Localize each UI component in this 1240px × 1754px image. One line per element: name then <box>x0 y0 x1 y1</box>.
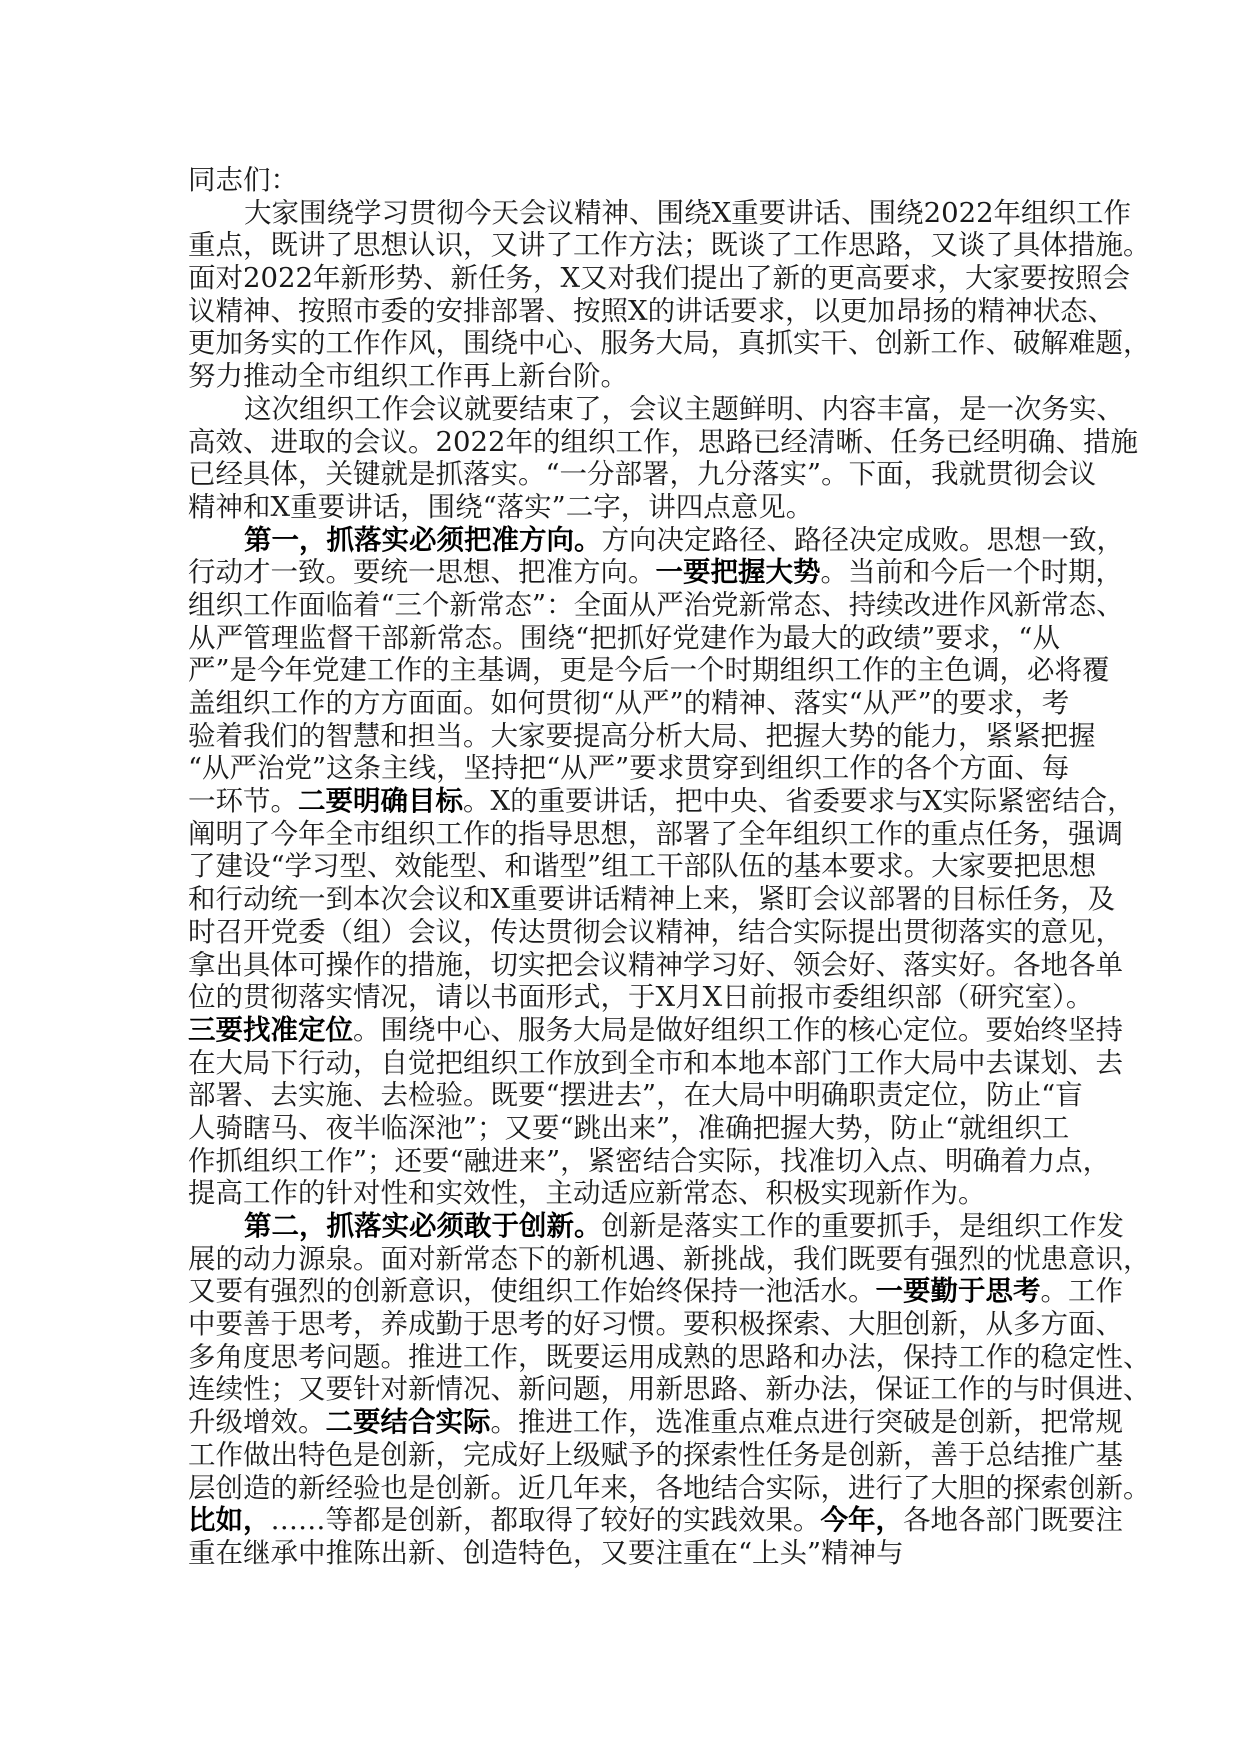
text-line <box>188 262 1131 295</box>
body-text: 精神和X重要讲话，围绕“落实”二字，讲四点意见。 <box>188 490 814 523</box>
body-text: 一环节。 <box>188 785 298 818</box>
body-text: 阐明了今年全市组织工作的指导思想，部署了全年组织工作的重点任务，强调 <box>188 817 1123 850</box>
text-line <box>188 719 1096 753</box>
bold-heading-text: 二要明确目标 <box>298 785 463 818</box>
body-text: 大家围绕学习贯彻今天会议精神、围绕X重要讲话、围绕2022年组织工作 <box>244 196 1132 229</box>
body-text: 严”是今年党建工作的主基调，更是今后一个时期组织工作的主色调，必将覆 <box>188 654 1110 687</box>
body-text: 重点，既讲了思想认识，又讲了工作方法；既谈了工作思路，又谈了具体措施。 <box>188 229 1151 262</box>
body-text: 高效、进取的会议。2022年的组织工作，思路已经清晰、任务已经明确、措施 <box>188 425 1138 458</box>
text-line <box>188 1079 1083 1112</box>
body-text: 创新是落实工作的重要抓手，是组织工作发 <box>601 1210 1124 1242</box>
text-line <box>188 523 1124 557</box>
body-text: 又要有强烈的创新意识，使组织工作始终保持一池活水。 <box>188 1275 876 1308</box>
body-text: 行动才一致。要统一思想、把准方向。 <box>188 556 656 589</box>
text-line <box>188 1210 1124 1243</box>
body-text: 中要善于思考，养成勤于思考的好习惯。要积极探索、大胆创新，从多方面、 <box>188 1308 1123 1341</box>
body-text: 作抓组织工作”；还要“融进来”，紧密结合实际，找准切入点、明确着力点， <box>188 1144 1111 1177</box>
text-line <box>188 1046 1123 1080</box>
bold-heading-text: 第二，抓落实必须敢于创新。 <box>244 1210 602 1242</box>
body-text: 盖组织工作的方方面面。如何贯彻“从严”的精神、落实“从严”的要求，考 <box>188 687 1070 719</box>
body-text: 。X的重要讲话，把中央、省委要求与X实际紧密结合， <box>463 785 1135 818</box>
body-text: 升级增效。 <box>188 1406 326 1439</box>
text-line <box>188 588 1124 622</box>
text-line <box>188 1013 1123 1047</box>
text-line <box>188 164 1060 197</box>
body-text: 连续性；又要针对新情况、新问题，用新思路、新办法，保证工作的与时俱进、 <box>188 1373 1151 1406</box>
bold-heading-text: 二要结合实际 <box>325 1406 491 1439</box>
text-line <box>188 1340 1151 1374</box>
text-line <box>188 1406 1123 1439</box>
text-line <box>188 915 1123 949</box>
text-line <box>188 1144 1111 1178</box>
bold-heading-text: 比如， <box>188 1504 271 1537</box>
text-line <box>188 883 1116 916</box>
text-line <box>188 229 1151 262</box>
body-text: 。围绕中心、服务大局是做好组织工作的核心定位。要始终坚持 <box>353 1013 1123 1046</box>
bold-heading-text: 三要找准定位 <box>188 1013 353 1046</box>
text-line <box>188 785 1135 818</box>
bold-heading-text: 一要把握大势 <box>655 556 821 589</box>
body-text: 工作做出特色是创新，完成好上级赋予的探索性任务是创新，善于总结推广基 <box>188 1438 1123 1471</box>
body-text: “从严治党”这条主线，坚持把“从严”要求贯穿到组织工作的各个方面、每 <box>188 752 1070 785</box>
text-line <box>188 1438 1123 1472</box>
text-line <box>188 458 1097 491</box>
body-text: 人骑瞎马、夜半临深池”；又要“跳出来”，准确把握大势，防止“就组织工 <box>188 1111 1070 1144</box>
body-text: 同志们： <box>188 164 298 196</box>
body-text: 和行动统一到本次会议和X重要讲话精神上来，紧盯会议部署的目标任务，及 <box>188 883 1116 916</box>
text-line <box>188 425 1138 459</box>
text-line <box>188 622 1060 655</box>
body-text: 展的动力源泉。面对新常态下的新机遇、新挑战，我们既要有强烈的忧患意识， <box>188 1242 1151 1275</box>
body-text: 重在继承中推陈出新、创造特色，又要注重在“上头”精神与 <box>188 1536 904 1569</box>
body-text: 。工作 <box>1040 1275 1123 1308</box>
body-text: 从严管理监督干部新常态。围绕“把抓好党建作为最大的政绩”要求，“从 <box>188 621 1060 654</box>
text-line <box>188 687 1070 720</box>
text-line <box>188 1373 1151 1406</box>
text-line <box>188 817 1123 851</box>
document-body <box>188 164 1151 1570</box>
text-line <box>188 360 1060 393</box>
body-text: 各地各部门既要注 <box>903 1504 1123 1537</box>
text-line <box>188 491 1060 524</box>
body-text: 面对2022年新形势、新任务，X又对我们提出了新的更高要求，大家要按照会 <box>188 262 1131 295</box>
body-text: 层创造的新经验也是创新。近几年来，各地结合实际，进行了大胆的探索创新。 <box>188 1471 1151 1504</box>
text-line <box>188 850 1097 883</box>
body-text: 时召开党委（组）会议，传达贯彻会议精神，结合实际提出贯彻落实的意见， <box>188 915 1123 948</box>
text-line <box>188 981 1094 1014</box>
body-text: 。当前和今后一个时期， <box>820 556 1123 589</box>
body-text: 。推进工作，选准重点难点进行突破是创新，把常规 <box>490 1406 1123 1439</box>
text-line <box>188 948 1123 982</box>
body-text: 已经具体，关键就是抓落实。“一分部署，九分落实”。下面，我就贯彻会议 <box>188 458 1097 491</box>
text-line <box>188 1471 1151 1505</box>
body-text: 拿出具体可操作的措施，切实把会议精神学习好、领会好、落实好。各地各单 <box>188 948 1123 981</box>
text-line <box>188 1242 1151 1276</box>
body-text: 部署、去实施、去检验。既要“摆进去”，在大局中明确职责定位，防止“盲 <box>188 1079 1083 1112</box>
body-text: 议精神、按照市委的安排部署、按照X的讲话要求，以更加昂扬的精神状态、 <box>188 294 1116 327</box>
body-text: 组织工作面临着“三个新常态”：全面从严治党新常态、持续改进作风新常态、 <box>188 588 1124 621</box>
body-text: 提高工作的针对性和实效性，主动适应新常态、积极实现新作为。 <box>188 1177 986 1210</box>
text-line <box>188 1177 1060 1210</box>
body-text: 方向决定路径、路径决定成败。思想一致， <box>601 523 1124 556</box>
text-line <box>188 556 1123 589</box>
body-text: 努力推动全市组织工作再上新台阶。 <box>188 360 628 393</box>
body-text: 更加务实的工作作风，围绕中心、服务大局，真抓实干、创新工作、破解难题， <box>188 327 1151 360</box>
body-text: 位的贯彻落实情况，请以书面形式，于X月X日前报市委组织部（研究室）。 <box>188 981 1094 1014</box>
text-line <box>188 196 1132 230</box>
bold-heading-text: 第一，抓落实必须把准方向。 <box>244 523 602 556</box>
text-line <box>188 392 1124 426</box>
bold-heading-text: 一要勤于思考 <box>875 1275 1041 1308</box>
text-line <box>188 752 1070 785</box>
text-line <box>188 1504 1123 1537</box>
text-line <box>188 654 1110 687</box>
text-line <box>188 294 1116 328</box>
body-text: 了建设“学习型、效能型、和谐型”组工干部队伍的基本要求。大家要把思想 <box>188 850 1097 883</box>
body-text: 这次组织工作会议就要结束了，会议主题鲜明、内容丰富，是一次务实、 <box>244 392 1124 425</box>
text-line <box>188 327 1151 360</box>
text-line <box>188 1275 1123 1308</box>
body-text: 在大局下行动，自觉把组织工作放到全市和本地本部门工作大局中去谋划、去 <box>188 1046 1123 1079</box>
body-text: 验着我们的智慧和担当。大家要提高分析大局、把握大势的能力，紧紧把握 <box>188 719 1096 752</box>
body-text: 多角度思考问题。推进工作，既要运用成熟的思路和办法，保持工作的稳定性、 <box>188 1340 1151 1373</box>
text-line <box>188 1308 1123 1341</box>
bold-heading-text: 今年， <box>820 1504 903 1537</box>
text-line <box>188 1537 1060 1570</box>
text-line <box>188 1111 1070 1145</box>
body-text: ……等都是创新，都取得了较好的实践效果。 <box>270 1504 821 1537</box>
